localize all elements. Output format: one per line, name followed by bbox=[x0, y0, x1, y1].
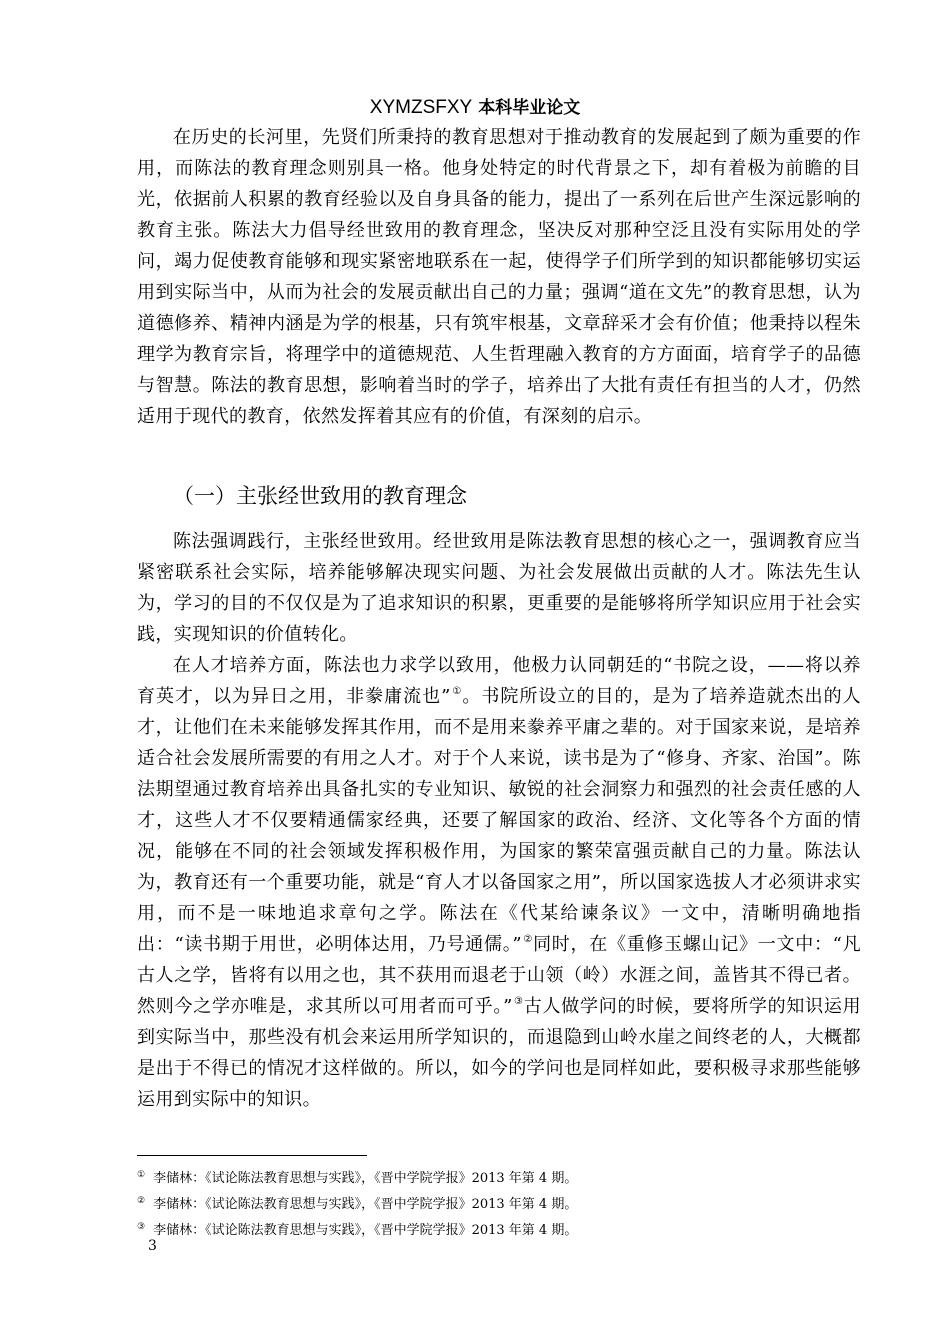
body-paragraph-1: 陈法强调践行，主张经世致用。经世致用是陈法教育思想的核心之一，强调教育应当紧密联系社会实际，培养能够解决现实问题、为社会发展做出贡献的人才。陈法先生认为，学习的目的不仅仅是为了追求知识的积累，更重要的是能够将所学知识应用于社会实践，实现知识的价值转化。 bbox=[137, 531, 861, 645]
body-paragraph-2 bbox=[137, 650, 861, 1115]
body-paragraph-2-part-b: 。书院所设立的目的，是为了培养造就杰出的人才，让他们在未来能够发挥其作用，而不是用来豢养平庸之辈的。对于国家来说，是培养适合社会发展所需要的有用之人才。对于个人来说，读书是为了“修身、齐家、治国”。陈法期望通过教育培养出具备扎实的专业知识、敏锐的社会洞察力和强烈的社会责任感的人才，这些人才不仅要精通儒家经典，还要了解国家的政治、经济、文化等各个方面的情况，能够在不同的社会领域发挥积极作用，为国家的繁荣富强贡献自己的力量。陈法认为，教育还有一个重要功能，就是“育人才以备国家之用”，所以国家选拔人才必须讲求实用，而不是一味地追求章句之学。陈法在《代某给谏条议》一文中，清晰明确地指出：“读书期于用世，必明体达用，乃号通儒。” bbox=[137, 686, 861, 955]
body-paragraph-2-part-a: 在人才培养方面，陈法也力求学以致用，他极力认同朝廷的“书院之设，——将以养育英才，以为异日之用，非豢庸流也” bbox=[137, 655, 861, 707]
footnote-text: 李储林：《试论陈法教育思想与实践》，《晋中学院学报》2013 年第 4 期。 bbox=[153, 1197, 578, 1212]
footnote-list bbox=[137, 1164, 877, 1242]
footnote-divider bbox=[137, 1155, 367, 1156]
footnote-text: 李储林：《试论陈法教育思想与实践》，《晋中学院学报》2013 年第 4 期。 bbox=[153, 1223, 578, 1238]
section-heading: （一）主张经世致用的教育理念 bbox=[173, 484, 467, 508]
intro-paragraph: 在历史的长河里，先贤们所秉持的教育思想对于推动教育的发展起到了颇为重要的作用，而陈法的教育理念则别具一格。他身处特定的时代背景之下，却有着极为前瞻的目光，依据前人积累的教育经验以及自身具备的能力，提出了一系列在后世产生深远影响的教育主张。陈法大力倡导经世致用的教育理念，坚决反对那种空泛且没有实际用处的学问，竭力促使教育能够和现实紧密地联系在一起，使得学子们所学到的知识都能够切实运用到实际当中，从而为社会的发展贡献出自己的力量；强调“道在文先”的教育思想，认为道德修养、精神内涵是为学的根基，只有筑牢根基，文章辞采才会有价值；他秉持以程朱理学为教育宗旨，将理学中的道德规范、人生哲理融入教育的方方面面，培育学子的品德与智慧。陈法的教育思想，影响着当时的学子，培养出了大批有责任有担当的人才，仍然适用于现代的教育，依然发挥着其应有的价值，有深刻的启示。 bbox=[137, 127, 861, 427]
body-paragraph-2-part-d: 古人做学问的时候，要将所学的知识运用到实际当中，那些没有机会来运用所学知识的，而退隐到山岭水崖之间终老的人，大概都是出于不得已的情况才这样做的。所以，如今的学问也是同样如此，要积极寻求那些能够运用到实际中的知识。 bbox=[137, 996, 861, 1110]
footnote-reference-3[interactable]: ③ bbox=[513, 996, 524, 1007]
body-paragraph-2-part-c: 同时，在《重修玉螺山记》一文中：“凡古人之学，皆将有以用之也，其不获用而退老于山领（岭）水涯之间，盖皆其不得已者。然则今之学亦唯是，求其所以可用者而可乎。” bbox=[137, 934, 861, 1017]
header-title: 本科毕业论文 bbox=[478, 98, 581, 118]
page-header bbox=[0, 95, 950, 120]
footnote-reference-2[interactable]: ② bbox=[523, 934, 534, 945]
footnote-reference-1[interactable]: ① bbox=[451, 686, 463, 697]
footnote-number: ② bbox=[137, 1196, 146, 1206]
footnote-item bbox=[137, 1190, 877, 1216]
footnote-item bbox=[137, 1216, 877, 1242]
footnote-item bbox=[137, 1164, 877, 1190]
page-number: 3 bbox=[148, 1238, 157, 1254]
footnote-number: ③ bbox=[137, 1222, 146, 1232]
footnote-number: ① bbox=[137, 1170, 146, 1180]
header-code: XYMZSFXY bbox=[369, 97, 473, 118]
footnote-text: 李储林：《试论陈法教育思想与实践》，《晋中学院学报》2013 年第 4 期。 bbox=[153, 1171, 578, 1186]
